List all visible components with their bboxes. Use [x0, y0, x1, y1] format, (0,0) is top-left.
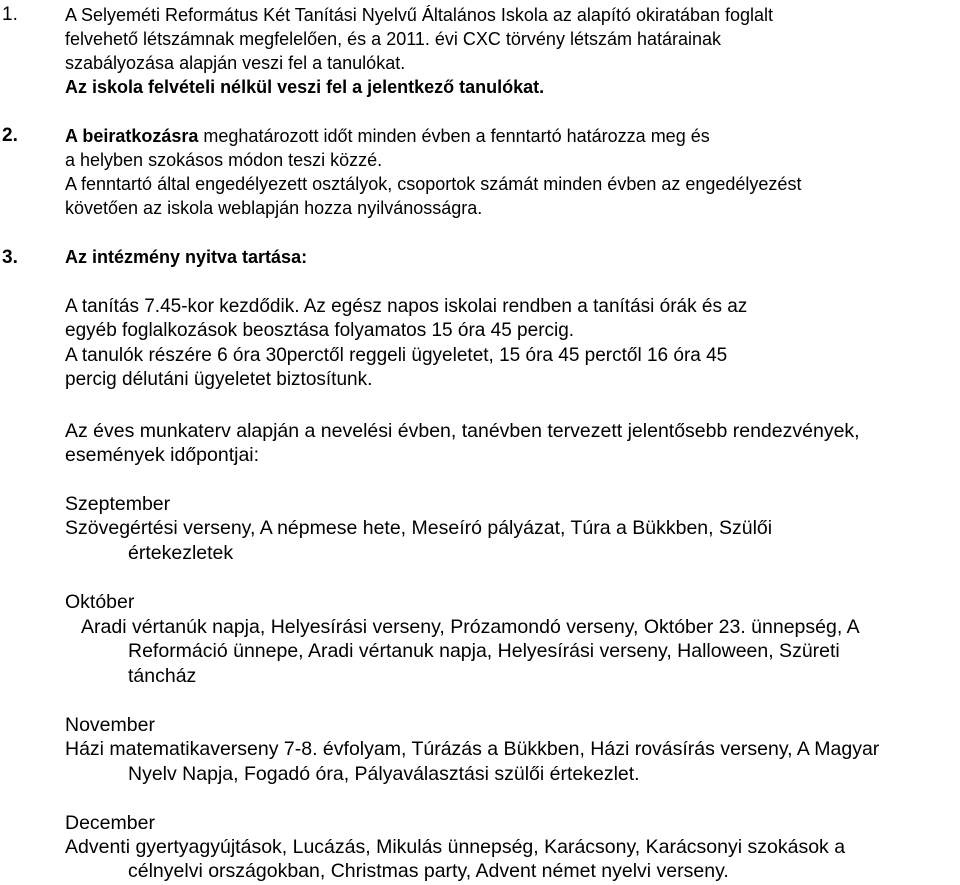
november-line-2: Nyelv Napja, Fogadó óra, Pályaválasztási szülői értekezlet.: [128, 763, 640, 785]
section-1-line-3: szabályozása alapján veszi fel a tanulókat.: [65, 53, 406, 73]
section-3-line-2: egyéb foglalkozások beosztása folyamatos 15 óra 45 percig.: [65, 320, 575, 341]
section-2-lead-rest: meghatározott időt minden évben a fenntartó határozza meg és: [198, 126, 710, 146]
month-november: November: [65, 714, 155, 736]
section-1-number: 1.: [2, 4, 18, 25]
section-2-line-3: követően az iskola weblapján hozza nyilvánosságra.: [65, 198, 483, 218]
section-3-line-3: A tanulók részére 6 óra 30perctől reggeli ügyeletet, 15 óra 45 perctől 16 óra 45: [65, 345, 728, 366]
october-line-1: Aradi vértanúk napja, Helyesírási verseny, Prózamondó verseny, Október 23. ünnepség, A: [81, 616, 860, 638]
section-2-lead: [65, 126, 710, 147]
section-3-heading: Az intézmény nyitva tartása:: [65, 247, 308, 267]
month-october: Október: [65, 591, 135, 613]
section-2-lead-bold: A beiratkozásra: [65, 126, 199, 146]
october-line-3: táncház: [128, 665, 197, 687]
intro-line-1: Az éves munkaterv alapján a nevelési évben, tanévben tervezett jelentősebb rendezvények,: [65, 420, 860, 442]
september-line-1: Szövegértési verseny, A népmese hete, Meseíró pályázat, Túra a Bükkben, Szülői: [65, 517, 773, 539]
month-december: December: [65, 812, 155, 834]
november-line-1: Házi matematikaverseny 7-8. évfolyam, Túrázás a Bükkben, Házi rovásírás verseny, A Magyar: [65, 738, 880, 760]
intro-line-2: események időpontjai:: [65, 444, 260, 466]
section-3-number: 3.: [2, 247, 18, 268]
section-1-bold-line: Az iskola felvételi nélkül veszi fel a jelentkező tanulókat.: [65, 77, 545, 97]
section-1-line-1: A Selyeméti Református Két Tanítási Nyelvű Általános Iskola az alapító okiratában foglalt: [65, 5, 774, 25]
section-3-line-4: percig délutáni ügyeletet biztosítunk.: [65, 369, 373, 390]
september-line-2: értekezletek: [128, 542, 234, 564]
section-3-line-1: A tanítás 7.45-kor kezdődik. Az egész napos iskolai rendben a tanítási órák és az: [65, 296, 748, 317]
section-2-line-1: a helyben szokásos módon teszi közzé.: [65, 150, 383, 170]
section-1-line-2: felvehető létszámnak megfelelően, és a 2011. évi CXC törvény létszám határainak: [65, 29, 722, 49]
month-september: Szeptember: [65, 493, 171, 515]
december-line-2: célnyelvi országokban, Christmas party, Advent német nyelvi verseny.: [128, 860, 729, 882]
december-line-1: Adventi gyertyagyújtások, Lucázás, Mikulás ünnepség, Karácsony, Karácsonyi szokások a: [65, 836, 846, 858]
october-line-2: Reformáció ünnepe, Aradi vértanuk napja, Helyesírási verseny, Halloween, Szüreti: [128, 640, 840, 662]
section-2-line-2: A fenntartó által engedélyezett osztályok, csoportok számát minden évben az engedélyezést: [65, 174, 802, 194]
section-2-number: 2.: [2, 125, 18, 146]
